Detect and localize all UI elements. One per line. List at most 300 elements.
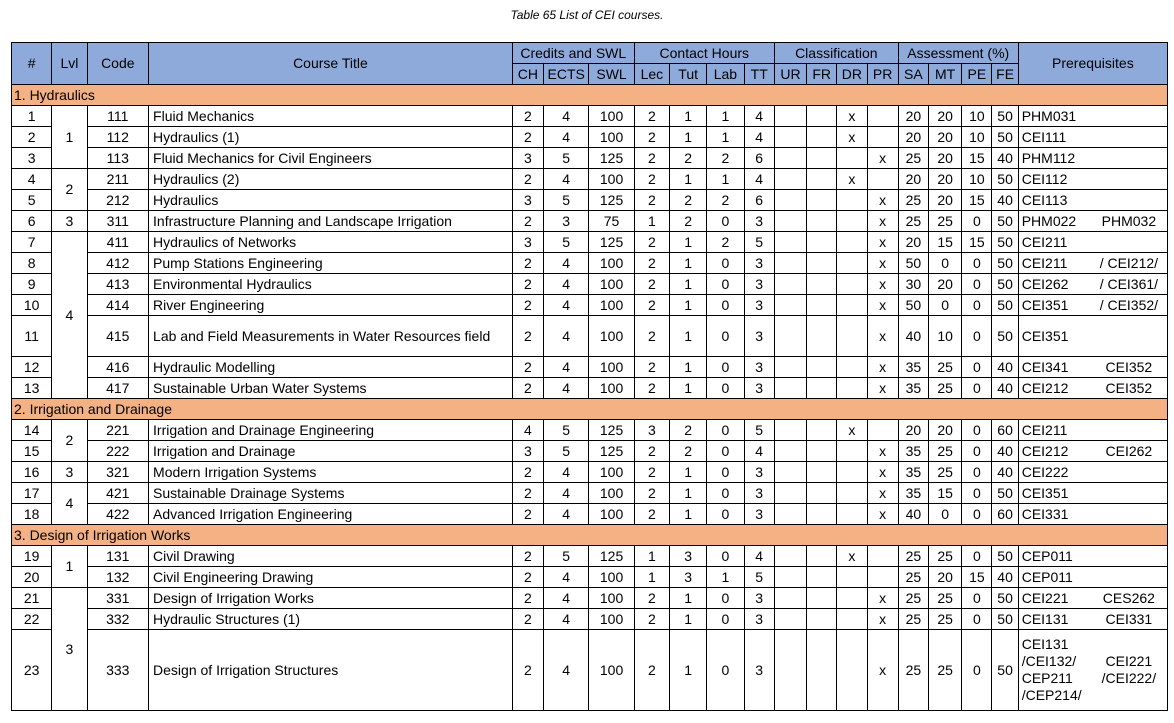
course-code: 421	[87, 483, 148, 504]
cell-ch: 2	[512, 483, 543, 504]
cell-dr: x	[837, 106, 867, 127]
cell-pr: x	[867, 211, 898, 232]
cell-sa: 25	[898, 609, 928, 630]
cell-sa: 40	[898, 504, 928, 525]
cell-pr: x	[867, 295, 898, 316]
prereq-primary: CEI131 /CEI132/ CEP211 /CEP214/	[1018, 630, 1091, 711]
cell-swl: 100	[589, 316, 634, 357]
cell-fe: 50	[992, 609, 1018, 630]
prereq-primary: CEI113	[1018, 190, 1091, 211]
cell-fe: 50	[992, 546, 1018, 567]
cell-ur	[774, 211, 806, 232]
row-number: 17	[12, 483, 52, 504]
cell-ch: 2	[512, 588, 543, 609]
cell-fr	[807, 274, 837, 295]
cell-dr	[837, 274, 867, 295]
course-row	[12, 504, 1168, 525]
cell-fe: 50	[992, 316, 1018, 357]
prereq-secondary: CEI352	[1091, 378, 1168, 399]
row-number: 16	[12, 462, 52, 483]
cell-pe: 10	[962, 127, 992, 148]
cell-lab: 0	[707, 211, 744, 232]
cell-lec: 2	[634, 462, 669, 483]
cell-tt: 3	[744, 588, 774, 609]
cell-ur	[774, 357, 806, 378]
cell-dr: x	[837, 127, 867, 148]
course-code: 333	[87, 630, 148, 711]
course-title: Civil Engineering Drawing	[149, 567, 513, 588]
prereq-primary: CEI212	[1018, 378, 1091, 399]
course-title: Hydraulic Structures (1)	[149, 609, 513, 630]
cell-fe: 40	[992, 462, 1018, 483]
cell-fe: 50	[992, 274, 1018, 295]
cell-tut: 1	[670, 504, 707, 525]
cell-mt: 20	[929, 106, 962, 127]
prereq-secondary	[1091, 232, 1168, 253]
cell-lab: 0	[707, 274, 744, 295]
course-title: Hydraulics	[149, 190, 513, 211]
cell-fr	[807, 378, 837, 399]
cell-pr	[867, 567, 898, 588]
cell-tt: 3	[744, 630, 774, 711]
cell-pe: 0	[962, 630, 992, 711]
cell-swl: 75	[589, 211, 634, 232]
cell-sa: 20	[898, 106, 928, 127]
cell-mt: 20	[929, 190, 962, 211]
cell-pe: 0	[962, 609, 992, 630]
cell-sa: 25	[898, 588, 928, 609]
cell-tut: 1	[670, 253, 707, 274]
cell-lec: 1	[634, 567, 669, 588]
course-title: Environmental Hydraulics	[149, 274, 513, 295]
cell-fr	[807, 567, 837, 588]
cell-swl: 100	[589, 295, 634, 316]
cell-ects: 4	[544, 253, 589, 274]
cell-ur	[774, 127, 806, 148]
cell-tt: 3	[744, 483, 774, 504]
cell-lec: 2	[634, 127, 669, 148]
cell-ur	[774, 295, 806, 316]
cell-fr	[807, 106, 837, 127]
cell-pe: 0	[962, 253, 992, 274]
cell-ur	[774, 253, 806, 274]
cell-swl: 100	[589, 609, 634, 630]
cell-fe: 50	[992, 588, 1018, 609]
cell-ects: 4	[544, 630, 589, 711]
cell-fe: 50	[992, 483, 1018, 504]
cell-ur	[774, 106, 806, 127]
cell-pr	[867, 546, 898, 567]
row-number: 18	[12, 504, 52, 525]
course-code: 411	[87, 232, 148, 253]
header-class-group: Classification	[774, 43, 898, 64]
course-code: 415	[87, 316, 148, 357]
cell-dr	[837, 630, 867, 711]
prereq-primary: CEI262	[1018, 274, 1091, 295]
row-number: 13	[12, 378, 52, 399]
cell-dr	[837, 441, 867, 462]
cell-ch: 3	[512, 148, 543, 169]
prereq-secondary: CEI221 /CEI222/	[1091, 630, 1168, 711]
cell-pe: 0	[962, 378, 992, 399]
course-row	[12, 357, 1168, 378]
row-number: 8	[12, 253, 52, 274]
cell-tut: 1	[670, 609, 707, 630]
cell-lec: 2	[634, 483, 669, 504]
cell-tt: 5	[744, 232, 774, 253]
cell-ects: 4	[544, 106, 589, 127]
cell-tt: 4	[744, 127, 774, 148]
prereq-secondary	[1091, 190, 1168, 211]
course-row	[12, 588, 1168, 609]
cell-sa: 25	[898, 630, 928, 711]
cell-ch: 3	[512, 190, 543, 211]
cell-lab: 0	[707, 609, 744, 630]
cell-fr	[807, 588, 837, 609]
row-number: 19	[12, 546, 52, 567]
cell-dr	[837, 462, 867, 483]
row-number: 9	[12, 274, 52, 295]
course-row	[12, 295, 1168, 316]
cell-lab: 0	[707, 630, 744, 711]
cell-lab: 1	[707, 127, 744, 148]
cell-fe: 50	[992, 295, 1018, 316]
cell-tut: 1	[670, 106, 707, 127]
cell-lab: 0	[707, 316, 744, 357]
cell-ects: 4	[544, 316, 589, 357]
cell-swl: 100	[589, 106, 634, 127]
course-title: Hydraulics (2)	[149, 169, 513, 190]
course-row	[12, 483, 1168, 504]
cell-pe: 0	[962, 588, 992, 609]
cell-lab: 0	[707, 504, 744, 525]
row-level: 1	[52, 546, 87, 588]
cell-sa: 40	[898, 316, 928, 357]
prereq-primary: CEP011	[1018, 567, 1091, 588]
course-row	[12, 630, 1168, 711]
cell-ur	[774, 232, 806, 253]
cell-fr	[807, 441, 837, 462]
row-level: 1	[52, 106, 87, 169]
row-number: 6	[12, 211, 52, 232]
cell-tt: 4	[744, 106, 774, 127]
prereq-primary: CEI351	[1018, 295, 1091, 316]
cell-fr	[807, 148, 837, 169]
cell-pr	[867, 106, 898, 127]
cell-swl: 125	[589, 148, 634, 169]
cell-swl: 100	[589, 567, 634, 588]
row-number: 4	[12, 169, 52, 190]
cell-mt: 0	[929, 504, 962, 525]
cell-mt: 25	[929, 357, 962, 378]
cell-ur	[774, 190, 806, 211]
cell-lab: 0	[707, 441, 744, 462]
cell-swl: 100	[589, 253, 634, 274]
prereq-primary: CEI351	[1018, 316, 1091, 357]
row-number: 7	[12, 232, 52, 253]
course-code: 321	[87, 462, 148, 483]
row-number: 20	[12, 567, 52, 588]
course-code: 221	[87, 420, 148, 441]
prereq-primary: CEI211	[1018, 232, 1091, 253]
course-row	[12, 253, 1168, 274]
cell-sa: 20	[898, 169, 928, 190]
cell-ects: 4	[544, 169, 589, 190]
cell-lec: 2	[634, 630, 669, 711]
cell-pr: x	[867, 483, 898, 504]
course-row	[12, 378, 1168, 399]
prereq-primary: CEI211	[1018, 253, 1091, 274]
cell-pe: 15	[962, 232, 992, 253]
cell-mt: 25	[929, 546, 962, 567]
cell-pe: 0	[962, 420, 992, 441]
cell-fr	[807, 127, 837, 148]
prereq-secondary	[1091, 127, 1168, 148]
cell-ur	[774, 462, 806, 483]
cell-dr	[837, 504, 867, 525]
cell-ects: 4	[544, 357, 589, 378]
cell-ur	[774, 316, 806, 357]
cell-ur	[774, 169, 806, 190]
course-code: 211	[87, 169, 148, 190]
course-row	[12, 127, 1168, 148]
cell-pr	[867, 420, 898, 441]
cell-ur	[774, 546, 806, 567]
cell-ch: 2	[512, 609, 543, 630]
cell-swl: 100	[589, 357, 634, 378]
prereq-secondary	[1091, 169, 1168, 190]
cell-ects: 3	[544, 211, 589, 232]
cell-mt: 0	[929, 295, 962, 316]
header-pe: PE	[962, 64, 992, 85]
cell-pr: x	[867, 609, 898, 630]
header-ur: UR	[774, 64, 806, 85]
cell-lec: 1	[634, 546, 669, 567]
cell-lab: 0	[707, 462, 744, 483]
course-row	[12, 441, 1168, 462]
header-tt: TT	[744, 64, 774, 85]
cell-dr	[837, 483, 867, 504]
cell-fe: 40	[992, 567, 1018, 588]
header-pr: PR	[867, 64, 898, 85]
row-number: 22	[12, 609, 52, 630]
cell-mt: 20	[929, 169, 962, 190]
cell-fe: 50	[992, 169, 1018, 190]
cell-mt: 25	[929, 211, 962, 232]
cell-tut: 1	[670, 462, 707, 483]
cell-tut: 1	[670, 274, 707, 295]
cell-fe: 60	[992, 504, 1018, 525]
cell-mt: 25	[929, 630, 962, 711]
cell-fe: 40	[992, 441, 1018, 462]
cell-lab: 0	[707, 253, 744, 274]
cell-fe: 50	[992, 211, 1018, 232]
course-title: Design of Irrigation Works	[149, 588, 513, 609]
header-code: Code	[87, 43, 148, 85]
cell-fr	[807, 253, 837, 274]
cell-lec: 2	[634, 106, 669, 127]
cell-ects: 5	[544, 546, 589, 567]
cell-sa: 20	[898, 127, 928, 148]
course-title: Lab and Field Measurements in Water Resources field	[149, 316, 513, 357]
cell-pe: 0	[962, 274, 992, 295]
course-row	[12, 274, 1168, 295]
cell-sa: 35	[898, 378, 928, 399]
cell-pr: x	[867, 316, 898, 357]
prereq-secondary	[1091, 546, 1168, 567]
cell-pr: x	[867, 504, 898, 525]
header-fe: FE	[992, 64, 1018, 85]
cell-tut: 1	[670, 127, 707, 148]
prereq-secondary: PHM032	[1091, 211, 1168, 232]
cell-dr	[837, 148, 867, 169]
cell-lec: 2	[634, 169, 669, 190]
prereq-primary: CEI131	[1018, 609, 1091, 630]
cell-lec: 2	[634, 295, 669, 316]
course-code: 311	[87, 211, 148, 232]
course-row	[12, 546, 1168, 567]
cell-ur	[774, 483, 806, 504]
cell-dr	[837, 316, 867, 357]
cell-mt: 15	[929, 483, 962, 504]
cell-sa: 50	[898, 253, 928, 274]
cell-sa: 35	[898, 357, 928, 378]
courses-table	[11, 42, 1168, 711]
prereq-secondary	[1091, 504, 1168, 525]
cell-pr	[867, 127, 898, 148]
cell-ur	[774, 148, 806, 169]
prereq-primary: PHM112	[1018, 148, 1091, 169]
cell-fr	[807, 630, 837, 711]
cell-ur	[774, 378, 806, 399]
course-title: River Engineering	[149, 295, 513, 316]
prereq-primary: CEI112	[1018, 169, 1091, 190]
cell-pe: 0	[962, 295, 992, 316]
cell-mt: 20	[929, 567, 962, 588]
cell-ects: 4	[544, 609, 589, 630]
cell-ch: 2	[512, 504, 543, 525]
cell-tt: 3	[744, 504, 774, 525]
course-title: Irrigation and Drainage Engineering	[149, 420, 513, 441]
cell-dr: x	[837, 546, 867, 567]
cell-swl: 125	[589, 190, 634, 211]
cell-ch: 4	[512, 420, 543, 441]
cell-tt: 4	[744, 169, 774, 190]
cell-pr: x	[867, 630, 898, 711]
cell-mt: 20	[929, 420, 962, 441]
cell-pe: 0	[962, 462, 992, 483]
cell-tt: 3	[744, 609, 774, 630]
cell-swl: 100	[589, 504, 634, 525]
course-row	[12, 148, 1168, 169]
cell-ch: 2	[512, 378, 543, 399]
cell-lab: 2	[707, 190, 744, 211]
row-number: 12	[12, 357, 52, 378]
cell-mt: 20	[929, 148, 962, 169]
prereq-primary: CEP011	[1018, 546, 1091, 567]
cell-tut: 2	[670, 441, 707, 462]
course-title: Civil Drawing	[149, 546, 513, 567]
header-credits-group: Credits and SWL	[512, 43, 634, 64]
course-title: Irrigation and Drainage	[149, 441, 513, 462]
cell-mt: 0	[929, 253, 962, 274]
cell-dr	[837, 357, 867, 378]
row-level: 4	[52, 232, 87, 399]
cell-dr	[837, 609, 867, 630]
cell-ur	[774, 567, 806, 588]
cell-pr: x	[867, 253, 898, 274]
cell-ects: 4	[544, 567, 589, 588]
prereq-primary: CEI111	[1018, 127, 1091, 148]
prereq-secondary	[1091, 462, 1168, 483]
header-assess-group: Assessment (%)	[898, 43, 1018, 64]
cell-dr	[837, 295, 867, 316]
header-lab: Lab	[707, 64, 744, 85]
course-row	[12, 462, 1168, 483]
cell-lec: 2	[634, 232, 669, 253]
cell-swl: 100	[589, 169, 634, 190]
cell-ch: 2	[512, 630, 543, 711]
row-number: 14	[12, 420, 52, 441]
cell-ch: 2	[512, 127, 543, 148]
cell-lec: 2	[634, 504, 669, 525]
cell-pe: 15	[962, 148, 992, 169]
course-row	[12, 190, 1168, 211]
cell-swl: 100	[589, 630, 634, 711]
header-prereq: Prerequisites	[1018, 43, 1167, 85]
header-sa: SA	[898, 64, 928, 85]
cell-mt: 20	[929, 127, 962, 148]
cell-tt: 3	[744, 274, 774, 295]
cell-mt: 15	[929, 232, 962, 253]
cell-ur	[774, 274, 806, 295]
cell-pe: 0	[962, 504, 992, 525]
course-title: Hydraulic Modelling	[149, 357, 513, 378]
cell-ects: 4	[544, 462, 589, 483]
row-number: 2	[12, 127, 52, 148]
cell-lec: 2	[634, 274, 669, 295]
header-lvl: Lvl	[52, 43, 87, 85]
cell-dr	[837, 211, 867, 232]
course-code: 414	[87, 295, 148, 316]
cell-lec: 2	[634, 357, 669, 378]
cell-swl: 100	[589, 588, 634, 609]
row-level: 3	[52, 588, 87, 711]
cell-mt: 25	[929, 588, 962, 609]
cell-ur	[774, 609, 806, 630]
cell-dr	[837, 253, 867, 274]
course-title: Infrastructure Planning and Landscape Irrigation	[149, 211, 513, 232]
cell-lab: 2	[707, 232, 744, 253]
cell-lec: 2	[634, 148, 669, 169]
course-title: Sustainable Drainage Systems	[149, 483, 513, 504]
cell-sa: 20	[898, 420, 928, 441]
cell-pr: x	[867, 462, 898, 483]
cell-ects: 4	[544, 588, 589, 609]
row-number: 11	[12, 316, 52, 357]
cell-fr	[807, 190, 837, 211]
section-header: 3. Design of Irrigation Works	[12, 525, 1168, 546]
cell-tut: 2	[670, 190, 707, 211]
cell-ects: 5	[544, 232, 589, 253]
cell-ch: 2	[512, 253, 543, 274]
cell-swl: 125	[589, 441, 634, 462]
cell-tut: 3	[670, 567, 707, 588]
row-number: 5	[12, 190, 52, 211]
cell-lab: 0	[707, 546, 744, 567]
row-level: 4	[52, 483, 87, 525]
cell-ch: 3	[512, 232, 543, 253]
